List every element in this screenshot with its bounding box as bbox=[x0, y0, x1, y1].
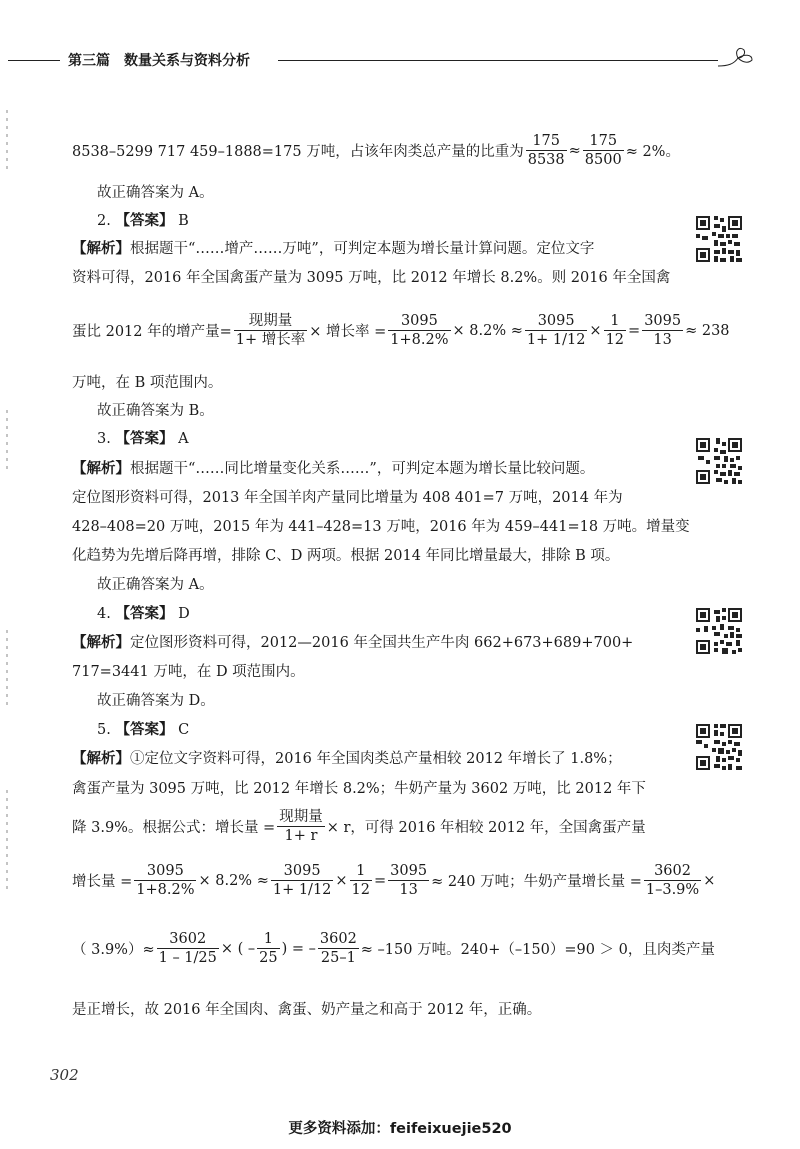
fraction bbox=[277, 808, 325, 845]
qr-code-icon[interactable] bbox=[694, 214, 744, 264]
numerator: 3095 bbox=[525, 312, 588, 331]
q-number: 3. bbox=[97, 431, 111, 447]
q3-analysis-3: 428–408=20 万吨，2015 年为 441–428=13 万吨，2016 年为 459–441=18 万吨。增量变 bbox=[72, 519, 690, 535]
q2-analysis-2: 资料可得，2016 年全国禽蛋产量为 3095 万吨，比 2012 年增长 8.2%。则 2016 年全国禽 bbox=[72, 270, 671, 286]
denominator: 1+ 1/12 bbox=[272, 882, 332, 898]
numerator: 175 bbox=[583, 132, 624, 151]
fraction bbox=[388, 862, 429, 899]
denominator: 13 bbox=[399, 882, 418, 898]
answer-value: B bbox=[178, 213, 189, 229]
analysis-label: 【解析】 bbox=[72, 241, 130, 257]
numerator: 1 bbox=[350, 862, 372, 881]
q2-conclusion: 故正确答案为 B。 bbox=[97, 403, 214, 419]
text: × bbox=[589, 322, 602, 339]
denominator: 25–1 bbox=[320, 950, 356, 966]
denominator: 1–3.9% bbox=[645, 882, 700, 898]
q4-conclusion: 故正确答案为 D。 bbox=[97, 693, 215, 709]
text: ≈ –150 万吨。240+（–150）=90 ＞ 0，且肉类产量 bbox=[360, 942, 715, 958]
denominator: 8538 bbox=[527, 152, 565, 168]
leaf-ornament-icon bbox=[716, 44, 756, 74]
denominator: 25 bbox=[259, 950, 278, 966]
text: × 8.2% ≈ bbox=[198, 872, 269, 889]
text: 增长量 = bbox=[72, 874, 133, 890]
footer-note: 更多资料添加：feifeixuejie520 bbox=[288, 1121, 512, 1137]
numerator: 175 bbox=[526, 132, 567, 151]
q3-analysis-4: 化趋势为先增后降再增，排除 C、D 两项。根据 2014 年同比增量最大，排除 B 项。 bbox=[72, 548, 620, 564]
q3-conclusion: 故正确答案为 A。 bbox=[97, 577, 214, 593]
header-rule-left bbox=[8, 60, 60, 61]
text: ①定位文字资料可得，2016 年全国肉类总产量相较 2012 年增长了 1.8%； bbox=[130, 751, 622, 767]
answer-label: 【答案】 bbox=[115, 431, 174, 447]
denominator: 1+ 增长率 bbox=[235, 332, 306, 348]
chapter-title: 第三篇 数量关系与资料分析 bbox=[68, 53, 250, 69]
fraction bbox=[604, 312, 626, 349]
q5-last-line: 是正增长，故 2016 年全国肉、禽蛋、奶产量之和高于 2012 年，正确。 bbox=[72, 1002, 542, 1018]
fraction bbox=[157, 930, 219, 967]
answer-value: C bbox=[178, 722, 190, 738]
fraction bbox=[642, 312, 683, 349]
text: ≈ 2%。 bbox=[625, 144, 680, 160]
q5-analysis-1 bbox=[72, 749, 622, 769]
text: 8538–5299 717 459–1888=175 万吨，占该年肉类总产量的比重为 bbox=[72, 144, 524, 160]
fraction bbox=[134, 862, 196, 899]
text: = bbox=[374, 872, 387, 889]
fraction bbox=[583, 132, 624, 169]
fraction bbox=[644, 862, 701, 899]
text: ≈ 240 万吨；牛奶产量增长量 = bbox=[431, 874, 642, 890]
answer-label: 【答案】 bbox=[115, 213, 174, 229]
fraction bbox=[234, 312, 307, 349]
q2-answer bbox=[97, 211, 189, 231]
q-number: 2. bbox=[97, 213, 111, 229]
q-number: 4. bbox=[97, 606, 111, 622]
numerator: 1 bbox=[604, 312, 626, 331]
analysis-label: 【解析】 bbox=[72, 751, 130, 767]
fraction bbox=[318, 930, 359, 967]
q4-analysis-1 bbox=[72, 633, 633, 653]
q-number: 5. bbox=[97, 722, 111, 738]
q4-analysis-2: 717=3441 万吨，在 D 项范围内。 bbox=[72, 664, 305, 680]
qr-code-icon[interactable] bbox=[694, 722, 744, 772]
text: × r，可得 2016 年相较 2012 年，全国禽蛋产量 bbox=[326, 820, 646, 836]
text: 根据题干“……同比增量变化关系……”，可判定本题为增长量比较问题。 bbox=[130, 461, 595, 477]
q2-analysis-1 bbox=[72, 239, 594, 259]
denominator: 8500 bbox=[584, 152, 622, 168]
fraction bbox=[257, 930, 279, 967]
numerator: 3602 bbox=[644, 862, 701, 881]
denominator: 1+8.2% bbox=[136, 882, 195, 898]
qr-code-icon[interactable] bbox=[694, 606, 744, 656]
numerator: 现期量 bbox=[234, 312, 307, 331]
q4-answer bbox=[97, 604, 190, 624]
numerator: 1 bbox=[257, 930, 279, 949]
text: × 8.2% ≈ bbox=[452, 322, 523, 339]
numerator: 3095 bbox=[271, 862, 334, 881]
denominator: 13 bbox=[653, 332, 672, 348]
q5-analysis-2: 禽蛋产量为 3095 万吨，比 2012 年增长 8.2%；牛奶产量为 3602 万吨，比 2012 年下 bbox=[72, 781, 646, 797]
denominator: 12 bbox=[351, 882, 370, 898]
denominator: 1+8.2% bbox=[390, 332, 449, 348]
denominator: 1 – 1/25 bbox=[158, 950, 217, 966]
q2-equation bbox=[72, 312, 730, 349]
numerator: 现期量 bbox=[279, 809, 323, 825]
text: ) = – bbox=[281, 940, 316, 957]
q3-answer bbox=[97, 429, 189, 449]
q5-answer bbox=[97, 720, 189, 740]
page-number: 302 bbox=[50, 1066, 79, 1084]
numerator: 3095 bbox=[390, 863, 428, 879]
answer-label: 【答案】 bbox=[115, 722, 174, 738]
text: ≈ 238 bbox=[685, 322, 730, 339]
margin-marks bbox=[6, 110, 8, 910]
fraction bbox=[388, 312, 450, 349]
header-rule-right bbox=[278, 60, 718, 61]
q3-analysis-1 bbox=[72, 459, 594, 479]
analysis-label: 【解析】 bbox=[72, 635, 130, 651]
text: 蛋比 2012 年的增产量= bbox=[72, 324, 232, 340]
fraction bbox=[271, 862, 334, 899]
fraction bbox=[526, 132, 567, 169]
analysis-label: 【解析】 bbox=[72, 461, 130, 477]
text: ≈ bbox=[568, 142, 581, 159]
numerator: 3095 bbox=[388, 312, 450, 331]
q2-analysis-4: 万吨，在 B 项范围内。 bbox=[72, 375, 223, 391]
answer-label: 【答案】 bbox=[115, 606, 174, 622]
numerator: 3602 bbox=[157, 930, 219, 949]
text: 降 3.9%。根据公式：增长量 = bbox=[72, 820, 276, 836]
q5-equation-2 bbox=[72, 930, 715, 967]
text: × ( – bbox=[220, 940, 256, 957]
q5-equation-1 bbox=[72, 862, 715, 899]
text: = bbox=[628, 322, 641, 339]
denominator: 1+ r bbox=[284, 828, 318, 844]
numerator: 3095 bbox=[644, 313, 682, 329]
qr-code-icon[interactable] bbox=[694, 436, 744, 486]
page-header bbox=[8, 44, 748, 78]
line-1 bbox=[72, 132, 680, 169]
answer-value: D bbox=[178, 606, 190, 622]
text: （ 3.9%）≈ bbox=[72, 942, 155, 958]
fraction bbox=[525, 312, 588, 349]
answer-line: 故正确答案为 A。 bbox=[97, 185, 214, 201]
q3-analysis-2: 定位图形资料可得，2013 年全国羊肉产量同比增量为 408 401=7 万吨，2014 年为 bbox=[72, 490, 623, 506]
answer-value: A bbox=[178, 431, 189, 447]
text: 定位图形资料可得，2012—2016 年全国共生产牛肉 662+673+689+700+ bbox=[130, 635, 634, 651]
fraction bbox=[350, 862, 372, 899]
numerator: 3602 bbox=[319, 931, 357, 947]
denominator: 12 bbox=[605, 332, 625, 348]
q5-analysis-3 bbox=[72, 808, 646, 845]
text: × 增长率 = bbox=[309, 324, 387, 340]
text: × bbox=[703, 872, 716, 889]
text: 根据题干“……增产……万吨”，可判定本题为增长量计算问题。定位文字 bbox=[130, 241, 595, 257]
denominator: 1+ 1/12 bbox=[526, 332, 586, 348]
numerator: 3095 bbox=[134, 862, 196, 881]
text: × bbox=[335, 872, 348, 889]
